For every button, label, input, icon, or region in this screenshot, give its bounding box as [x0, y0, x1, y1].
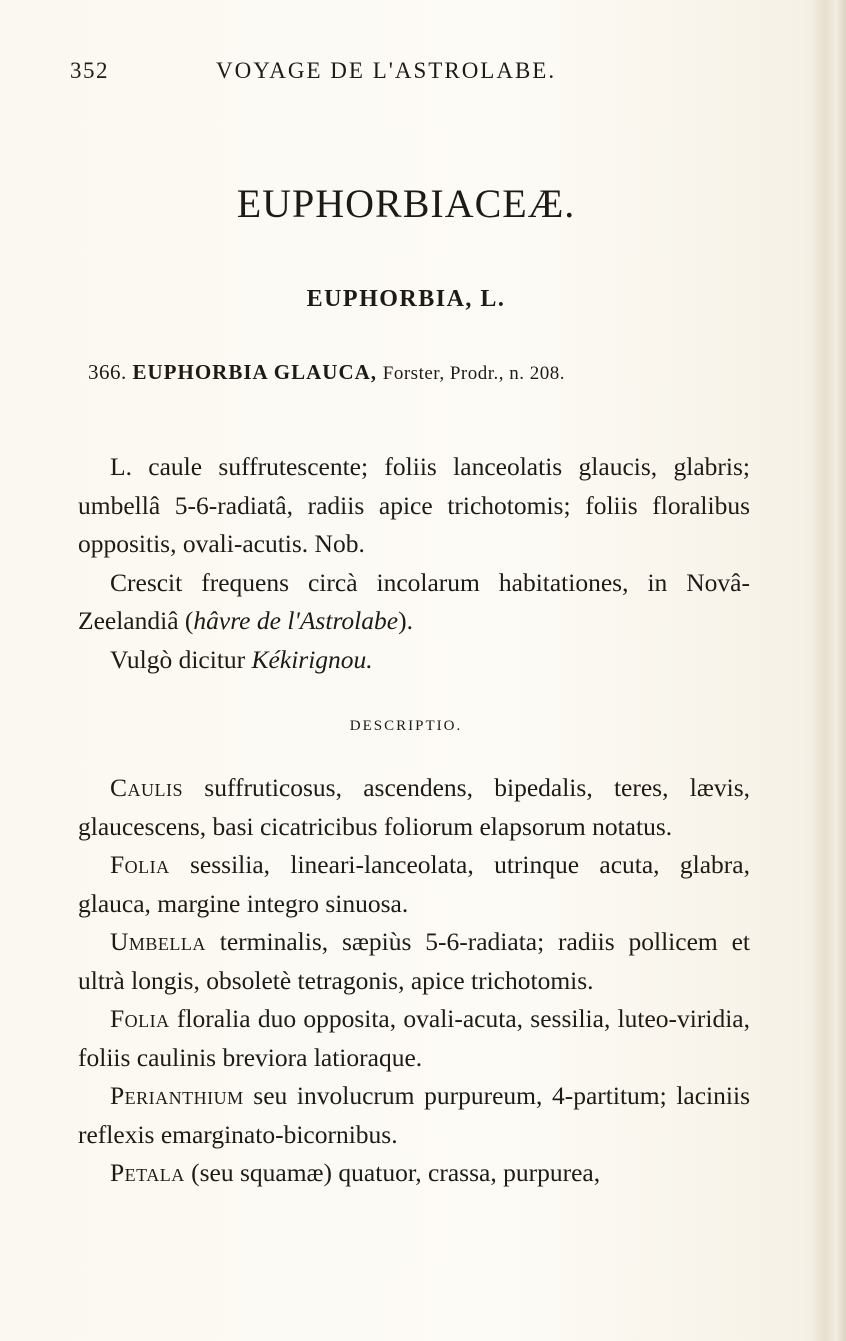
page-gutter-shadow — [812, 0, 846, 1341]
description-paragraph — [78, 923, 750, 1000]
description-term: Folia — [110, 850, 170, 879]
description-text: suffruticosus, ascendens, bipedalis, teres, lævis, glaucescens, basi cicatricibus foliorum elapsorum notatus. — [78, 773, 750, 841]
description-paragraph — [78, 1077, 750, 1154]
description-text: (seu squamæ) quatuor, crassa, purpurea, — [184, 1158, 601, 1187]
description-text: seu involucrum purpureum, 4-partitum; laciniis reflexis emarginato-bicornibus. — [78, 1081, 750, 1149]
habitat-close: ). — [398, 606, 413, 635]
description-term: Umbella — [110, 927, 206, 956]
genus-heading: EUPHORBIA, L. — [306, 286, 506, 312]
running-title: VOYAGE DE L'ASTROLABE. — [216, 58, 557, 83]
description-paragraph — [78, 1154, 750, 1193]
habitat-locality: hâvre de l'Astrolabe — [193, 606, 399, 635]
description-paragraph — [78, 1000, 750, 1077]
species-authority: Forster, Prodr., n. 208. — [382, 363, 566, 384]
description-heading: DESCRIPTIO. — [349, 718, 463, 734]
species-heading — [88, 360, 748, 385]
running-head — [70, 58, 750, 88]
species-name: EUPHORBIA GLAUCA, — [132, 360, 378, 384]
diagnosis-block — [78, 448, 750, 679]
diagnosis-line: glabris; umbellâ 5-6-radiatâ, radiis apice trichotomis; — [78, 452, 750, 520]
description-paragraph — [78, 846, 750, 923]
description-text: floralia duo opposita, ovali-acuta, sessilia, luteo-viridia, foliis caulinis breviora latioraque. — [78, 1004, 750, 1072]
description-term: Perianthium — [110, 1081, 244, 1110]
description-paragraph — [78, 769, 750, 846]
description-block — [78, 769, 750, 1193]
vulgar-name: Kékirignou. — [251, 644, 373, 674]
description-text: sessilia, lineari-lanceolata, utrinque acuta, glabra, glauca, margine integro sinuosa. — [78, 850, 750, 918]
diagnosis-line: foliis floralibus oppositis, ovali-acutis. Nob. — [78, 490, 750, 558]
vulgar-text: Vulgò dicitur — [110, 644, 252, 674]
description-term: Petala — [110, 1158, 185, 1187]
species-number: 366. — [88, 360, 127, 384]
description-term: Folia — [110, 1004, 170, 1033]
description-term: Caulis — [110, 773, 184, 802]
vulgar-name-paragraph — [78, 641, 750, 680]
habitat-paragraph — [78, 564, 750, 641]
page-number: 352 — [70, 58, 109, 83]
description-text: terminalis, sæpiùs 5-6-radiata; radiis pollicem et ultrà longis, obsoletè tetragonis, apice trichotomis. — [78, 927, 750, 995]
diagnosis-line: L. caule suffrutescente; foliis lanceolatis glaucis, — [110, 452, 658, 481]
habitat-text: Crescit frequens circà incolarum habitationes, in Novâ-Zeelandiâ ( — [78, 567, 750, 635]
family-heading: EUPHORBIACEÆ. — [236, 181, 576, 226]
diagnosis-paragraph — [78, 448, 750, 564]
